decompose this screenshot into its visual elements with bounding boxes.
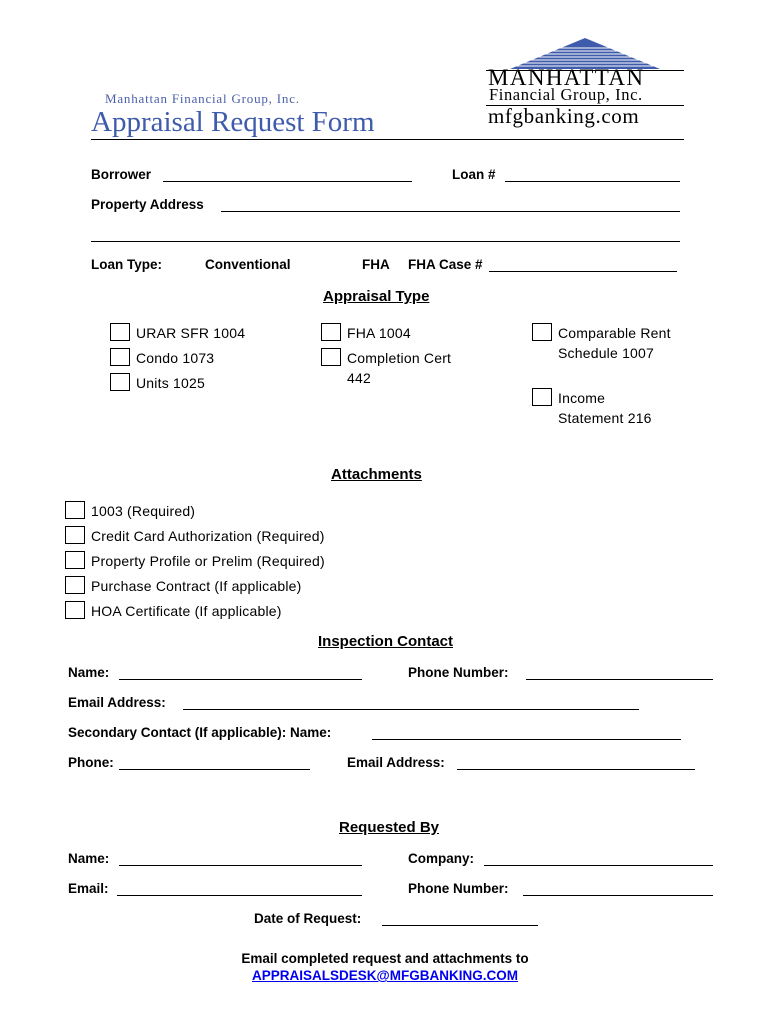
requested-by-heading: Requested By [339,819,440,836]
requester-company-field[interactable] [484,865,713,866]
loan-type-fha[interactable]: FHA [362,257,390,272]
inspection-email-label: Email Address: [68,695,166,710]
secondary-email-label: Email Address: [347,755,445,770]
requester-email-field[interactable] [117,895,362,896]
requester-company-label: Company: [408,851,475,866]
borrower-field[interactable] [163,181,412,182]
option-fha-1004: FHA 1004 [347,325,411,341]
property-address-field-2[interactable] [91,241,680,242]
attachment-property-profile: Property Profile or Prelim (Required) [91,553,325,569]
appraisal-desk-email-link[interactable]: APPRAISALSDESK@MFGBANKING.COM [252,968,518,983]
checkbox-units-1025[interactable] [110,373,130,391]
company-small-name: Manhattan Financial Group, Inc. [105,91,300,106]
checkbox-1003[interactable] [65,501,85,519]
option-comparable-rent: Comparable Rent Schedule 1007 [558,325,671,361]
date-of-request-label: Date of Request: [254,911,362,926]
attachment-credit-card-auth: Credit Card Authorization (Required) [91,528,325,544]
option-income-statement: Income Statement 216 [558,390,652,426]
company-logo [486,36,684,128]
checkbox-property-profile[interactable] [65,551,85,569]
checkbox-fha-1004[interactable] [321,323,341,341]
attachment-hoa-certificate: HOA Certificate (If applicable) [91,603,282,619]
requester-email-label: Email: [68,881,109,896]
loan-number-label: Loan # [452,167,496,182]
secondary-phone-label: Phone: [68,755,114,770]
loan-number-field[interactable] [505,181,680,182]
property-address-field[interactable] [221,211,680,212]
property-address-label: Property Address [91,197,204,212]
inspection-phone-label: Phone Number: [408,665,509,680]
option-units-1025: Units 1025 [136,375,205,391]
checkbox-completion-cert[interactable] [321,348,341,366]
checkbox-income-statement[interactable] [532,388,552,406]
checkbox-credit-card-auth[interactable] [65,526,85,544]
logo-website: mfgbanking.com [488,104,640,128]
inspection-name-field[interactable] [119,679,362,680]
fha-case-label: FHA Case # [408,257,483,272]
attachment-1003: 1003 (Required) [91,503,196,519]
footer-instruction: Email completed request and attachments to [241,951,529,966]
checkbox-hoa-certificate[interactable] [65,601,85,619]
option-urar-sfr-1004: URAR SFR 1004 [136,325,246,341]
checkbox-condo-1073[interactable] [110,348,130,366]
option-completion-cert: Completion Cert 442 [347,350,452,386]
requester-name-label: Name: [68,851,110,866]
logo-name: MANHATTAN [488,65,645,90]
inspection-contact-heading: Inspection Contact [318,633,454,650]
attachment-purchase-contract: Purchase Contract (If applicable) [91,578,302,594]
date-of-request-field[interactable] [382,925,538,926]
secondary-contact-label: Secondary Contact (If applicable): Name: [68,725,332,740]
requester-name-field[interactable] [119,865,362,866]
fha-case-field[interactable] [489,271,677,272]
secondary-name-field[interactable] [372,739,681,740]
checkbox-urar-sfr-1004[interactable] [110,323,130,341]
option-condo-1073: Condo 1073 [136,350,215,366]
inspection-email-field[interactable] [183,709,639,710]
appraisal-type-heading: Appraisal Type [323,288,430,305]
borrower-label: Borrower [91,167,152,182]
loan-type-conventional[interactable]: Conventional [205,257,291,272]
inspection-phone-field[interactable] [526,679,713,680]
secondary-phone-field[interactable] [119,769,310,770]
logo-subname: Financial Group, Inc. [489,85,643,104]
requester-phone-field[interactable] [523,895,713,896]
attachments-heading: Attachments [331,466,422,483]
checkbox-purchase-contract[interactable] [65,576,85,594]
loan-type-label: Loan Type: [91,257,163,272]
page-title: Appraisal Request Form [91,106,375,138]
checkbox-comparable-rent[interactable] [532,323,552,341]
requester-phone-label: Phone Number: [408,881,509,896]
header-rule [91,139,684,140]
inspection-name-label: Name: [68,665,110,680]
secondary-email-field[interactable] [457,769,695,770]
